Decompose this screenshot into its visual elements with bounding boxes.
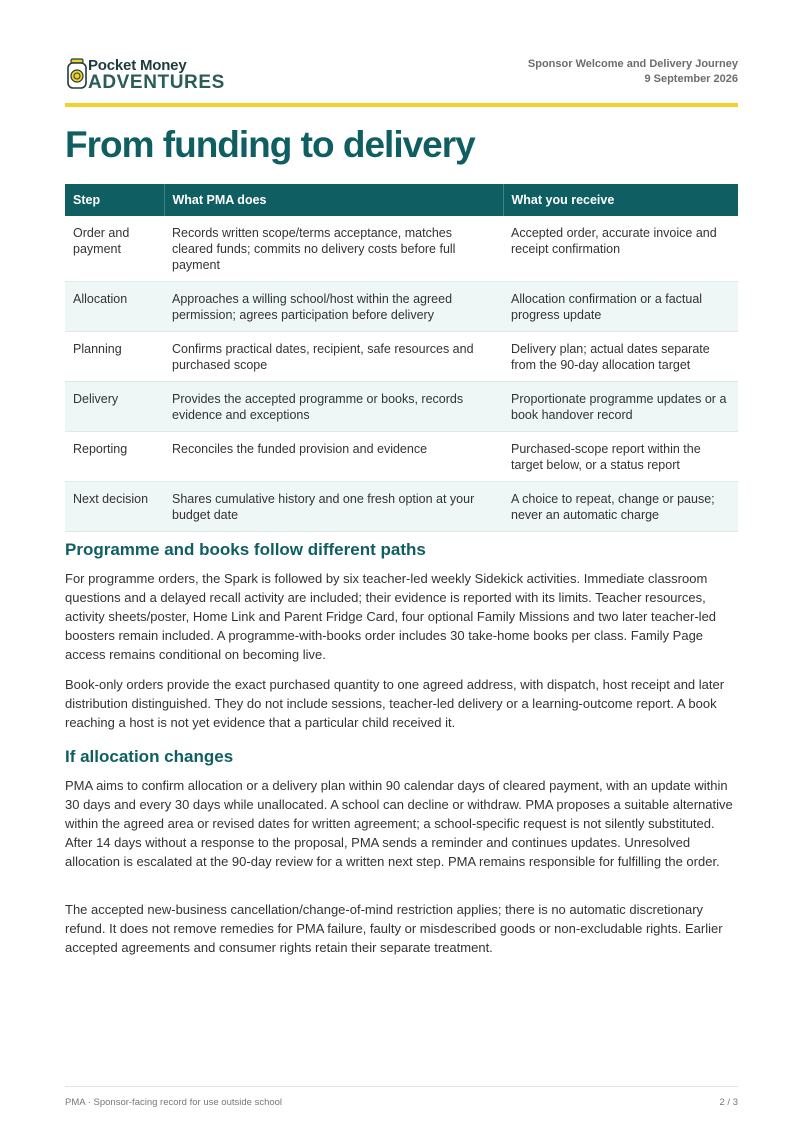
- table-row: [65, 216, 738, 282]
- you-receive-cell: Delivery plan; actual dates separate from the 90-day allocation target: [503, 332, 738, 382]
- column-header-you-receive: What you receive: [503, 184, 738, 216]
- table-row: [65, 382, 738, 432]
- footer-note: PMA · Sponsor-facing record for use outside school: [65, 1097, 283, 1108]
- header-divider: [65, 103, 738, 107]
- table-row: [65, 332, 738, 382]
- column-header-pma-does: What PMA does: [164, 184, 503, 216]
- paragraph-programme-orders: For programme orders, the Spark is followed by six teacher-led weekly Sidekick activities. Immediate classroom questions and a delayed recall activity are included; their evidence is reported with its limits. Teacher resources, activity sheets/poster, Home Link and Parent Fridge Card, four optional Family Missions and two later teacher-led boosters remain included. A programme-with-books order includes 30 take-home books per class. Family Page access remains conditional on becoming live.: [65, 571, 717, 662]
- you-receive-cell: Purchased-scope report within the target below, or a status report: [503, 432, 738, 482]
- section-heading-allocation-changes: If allocation changes: [65, 747, 234, 766]
- table-row: [65, 482, 738, 532]
- step-cell: Allocation: [65, 282, 164, 332]
- document-title: Sponsor Welcome and Delivery Journey: [527, 58, 738, 70]
- table-header-row: [65, 184, 738, 216]
- table-row: [65, 282, 738, 332]
- step-cell: Next decision: [65, 482, 164, 532]
- you-receive-cell: A choice to repeat, change or pause; never an automatic charge: [503, 482, 738, 532]
- delivery-steps-table: [65, 184, 738, 532]
- paragraph-allocation-timing: PMA aims to confirm allocation or a delivery plan within 90 calendar days of cleared payment, with an update within 30 days and every 30 days while unallocated. A school can decline or withdraw. PMA proposes a suitable alternative within the agreed area or revised dates for written agreement; a school-specific request is not silently substituted. After 14 days without a response to the proposal, PMA sends a reminder and continues updates. Unresolved allocation is escalated at the 90-day review for a written next step. PMA remains responsible for fulfilling the order.: [65, 778, 733, 869]
- pma-does-cell: Records written scope/terms acceptance, matches cleared funds; commits no delivery costs before full payment: [164, 216, 503, 282]
- pma-does-cell: Approaches a willing school/host within the agreed permission; agrees participation before delivery: [164, 282, 503, 332]
- section-heading-paths: Programme and books follow different paths: [65, 540, 426, 559]
- pma-does-cell: Provides the accepted programme or books, records evidence and exceptions: [164, 382, 503, 432]
- logo: [65, 56, 255, 94]
- coin-jar-icon: [65, 58, 89, 90]
- pma-does-cell: Confirms practical dates, recipient, safe resources and purchased scope: [164, 332, 503, 382]
- you-receive-cell: Allocation confirmation or a factual progress update: [503, 282, 738, 332]
- you-receive-cell: Accepted order, accurate invoice and receipt confirmation: [503, 216, 738, 282]
- table-row: [65, 432, 738, 482]
- column-header-step: Step: [65, 184, 164, 216]
- logo-wordmark-top: Pocket Money: [88, 57, 187, 74]
- paragraph-cancellation: The accepted new-business cancellation/change-of-mind restriction applies; there is no automatic discretionary refund. It does not remove remedies for PMA failure, faulty or misdescribed goods or non-excludable rights. Earlier accepted agreements and consumer rights retain their separate treatment.: [65, 902, 723, 955]
- pma-does-cell: Shares cumulative history and one fresh option at your budget date: [164, 482, 503, 532]
- step-cell: Reporting: [65, 432, 164, 482]
- document-date: 9 September 2026: [644, 73, 738, 85]
- pma-does-cell: Reconciles the funded provision and evidence: [164, 432, 503, 482]
- step-cell: Delivery: [65, 382, 164, 432]
- page-number: 2 / 3: [719, 1097, 738, 1108]
- page-title: From funding to delivery: [65, 124, 475, 165]
- footer-divider: [65, 1086, 738, 1087]
- you-receive-cell: Proportionate programme updates or a book handover record: [503, 382, 738, 432]
- page: [65, 0, 738, 1137]
- step-cell: Planning: [65, 332, 164, 382]
- logo-wordmark-bottom: ADVENTURES: [88, 72, 225, 93]
- page-header: [65, 52, 738, 102]
- step-cell: Order and payment: [65, 216, 164, 282]
- paragraph-book-only-orders: Book-only orders provide the exact purchased quantity to one agreed address, with dispatch, host receipt and later distribution distinguished. They do not include sessions, teacher-led delivery or a learning-outcome report. A book reaching a host is not yet evidence that a particular child received it.: [65, 677, 725, 730]
